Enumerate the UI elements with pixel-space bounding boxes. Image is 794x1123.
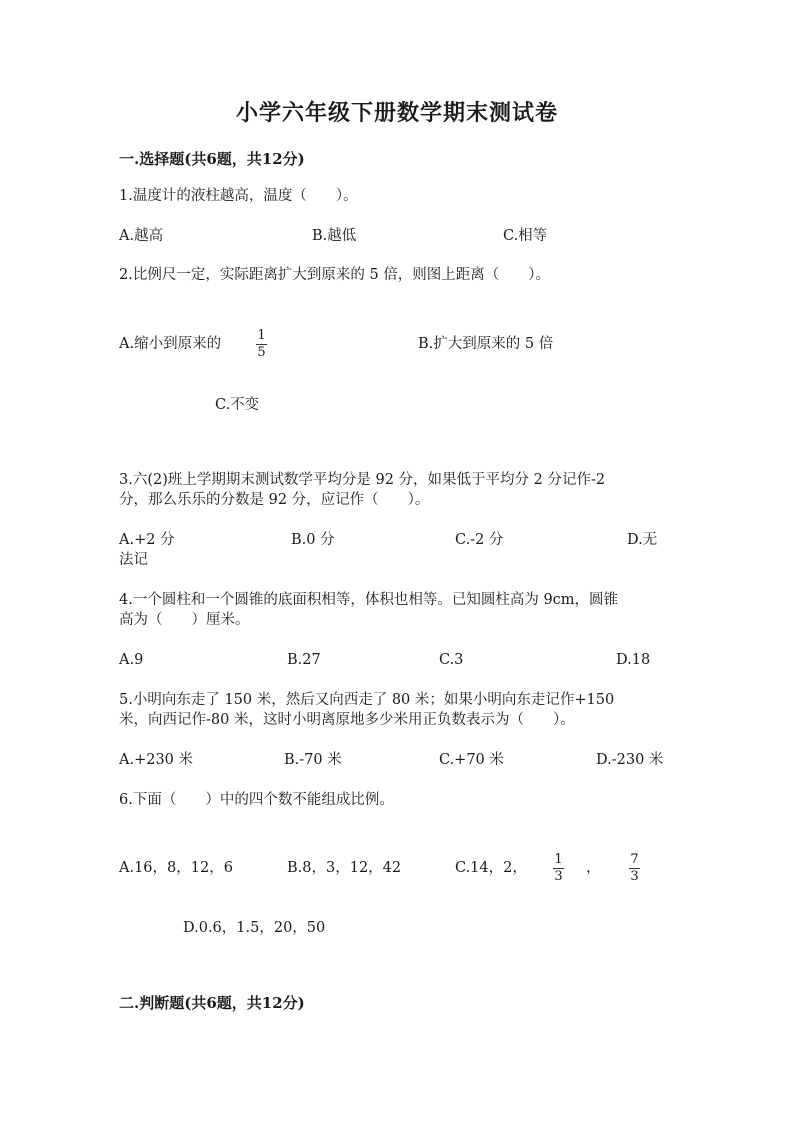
fraction-numerator: 1 [257, 328, 266, 343]
question-6-option-c: C.14，2， [455, 860, 527, 876]
question-3-option-d-line-2: 法记 [119, 552, 148, 568]
question-4-text-line-1: 4.一个圆柱和一个圆锥的底面积相等，体积也相等。已知圆柱高为 9cm，圆锥 [119, 592, 619, 608]
question-6-option-c-fraction-2 [629, 853, 640, 884]
question-6-option-d: D.0.6，1.5，20，50 [183, 920, 326, 936]
question-5-option-d: D.-230 米 [596, 752, 664, 768]
question-5-text-line-2: 米，向西记作-80 米，这时小明离原地多少米用正负数表示为（ ）。 [119, 712, 575, 728]
fraction-denominator: 3 [554, 869, 563, 884]
question-2-option-a-fraction [256, 329, 267, 360]
question-3-option-c: C.-2 分 [455, 532, 504, 548]
question-6-option-c-fraction-1 [553, 853, 564, 884]
fraction-denominator: 3 [630, 869, 639, 884]
question-2-text: 2.比例尺一定，实际距离扩大到原来的 5 倍，则图上距离（ ）。 [119, 267, 551, 283]
question-5-option-b: B.-70 米 [284, 752, 342, 768]
question-6-option-b: B.8，3，12，42 [287, 860, 402, 876]
question-5-option-c: C.+70 米 [439, 752, 504, 768]
question-3-text-line-2: 分，那么乐乐的分数是 92 分，应记作（ ）。 [119, 492, 430, 508]
question-1-option-a: A.越高 [119, 228, 164, 244]
fraction-denominator: 5 [257, 345, 266, 360]
fraction-numerator: 7 [630, 852, 639, 867]
question-5-option-a: A.+230 米 [119, 752, 194, 768]
question-6-option-c-separator: ， [586, 860, 601, 876]
question-1-option-b: B.越低 [312, 228, 357, 244]
question-1-text: 1.温度计的液柱越高，温度（ ）。 [119, 188, 358, 204]
section-heading-choice: 一.选择题(共6题，共12分) [119, 150, 305, 168]
page-title: 小学六年级下册数学期末测试卷 [235, 100, 558, 126]
question-3-option-a: A.+2 分 [119, 532, 175, 548]
question-1-option-c: C.相等 [503, 228, 548, 244]
question-2-option-a: A.缩小到原来的 [119, 336, 222, 352]
fraction-numerator: 1 [554, 852, 563, 867]
question-6-text: 6.下面（ ）中的四个数不能组成比例。 [119, 792, 394, 808]
question-3-option-d-line-1: D.无 [627, 532, 658, 548]
question-4-text-line-2: 高为（ ）厘米。 [119, 612, 250, 628]
question-6-option-a: A.16，8，12，6 [119, 860, 233, 876]
question-2-option-b: B.扩大到原来的 5 倍 [418, 336, 554, 352]
question-4-option-b: B.27 [287, 652, 321, 668]
question-5-text-line-1: 5.小明向东走了 150 米，然后又向西走了 80 米；如果小明向东走记作+150 [119, 692, 615, 708]
question-2-option-c: C.不变 [215, 397, 260, 413]
question-4-option-d: D.18 [616, 652, 651, 668]
question-4-option-a: A.9 [119, 652, 144, 668]
question-4-option-c: C.3 [439, 652, 464, 668]
question-3-option-b: B.0 分 [291, 532, 335, 548]
question-3-text-line-1: 3.六(2)班上学期期末测试数学平均分是 92 分，如果低于平均分 2 分记作-2 [119, 472, 606, 488]
section-heading-judgment: 二.判断题(共6题，共12分) [119, 994, 305, 1012]
